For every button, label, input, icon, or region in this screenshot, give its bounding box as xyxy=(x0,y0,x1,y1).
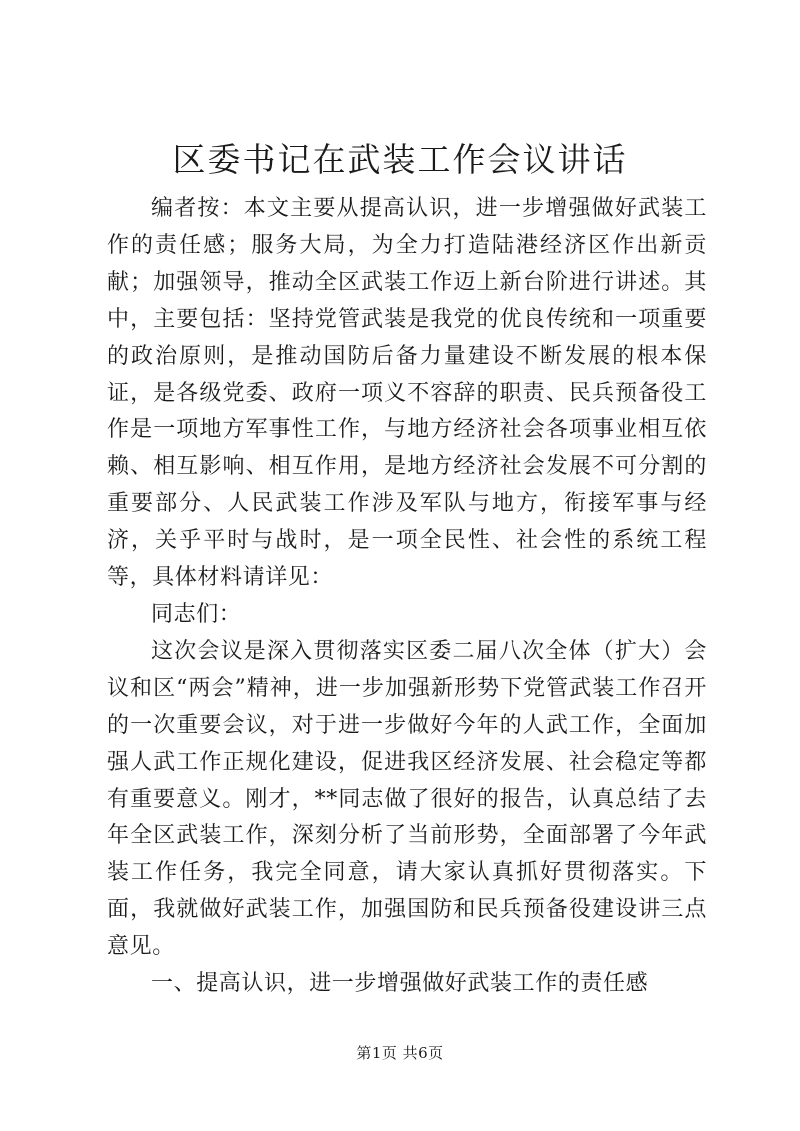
body-paragraph: 这次会议是深入贯彻落实区委二届八次全体（扩大）会议和区“两会”精神，进一步加强新形势下党管武装工作召开的一次重要会议，对于进一步做好今年的人武工作，全面加强人武工作正规化建设，促进我区经济发展、社会稳定等都有重要意义。刚才，**同志做了很好的报告，认真总结了去年全区武装工作，深刻分析了当前形势，全面部署了今年武装工作任务，我完全同意，请大家认真抓好贯彻落实。下面，我就做好武装工作，加强国防和民兵预备役建设讲三点意见。 xyxy=(107,638,707,960)
document-body xyxy=(107,191,707,1003)
section-heading: 一、提高认识，进一步增强做好武装工作的责任感 xyxy=(151,971,649,997)
editor-note-paragraph: 编者按：本文主要从提高认识，进一步增强做好武装工作的责任感；服务大局，为全力打造陆港经济区作出新贡献；加强领导，推动全区武装工作迈上新台阶进行讲述。其中，主要包括：坚持党管武装是我党的优良传统和一项重要的政治原则，是推动国防后备力量建设不断发展的根本保证，是各级党委、政府一项义不容辞的职责、民兵预备役工作是一项地方军事性工作，与地方经济社会各项事业相互依赖、相互影响、相互作用，是地方经济社会发展不可分割的重要部分、人民武装工作涉及军队与地方，衔接军事与经济，关乎平时与战时，是一项全民性、社会性的系统工程等，具体材料请详见： xyxy=(107,196,707,591)
page-number-footer: 第1页 共6页 xyxy=(356,1044,444,1062)
document-title: 区委书记在武装工作会议讲话 xyxy=(172,140,628,179)
salutation-paragraph: 同志们： xyxy=(151,601,242,627)
